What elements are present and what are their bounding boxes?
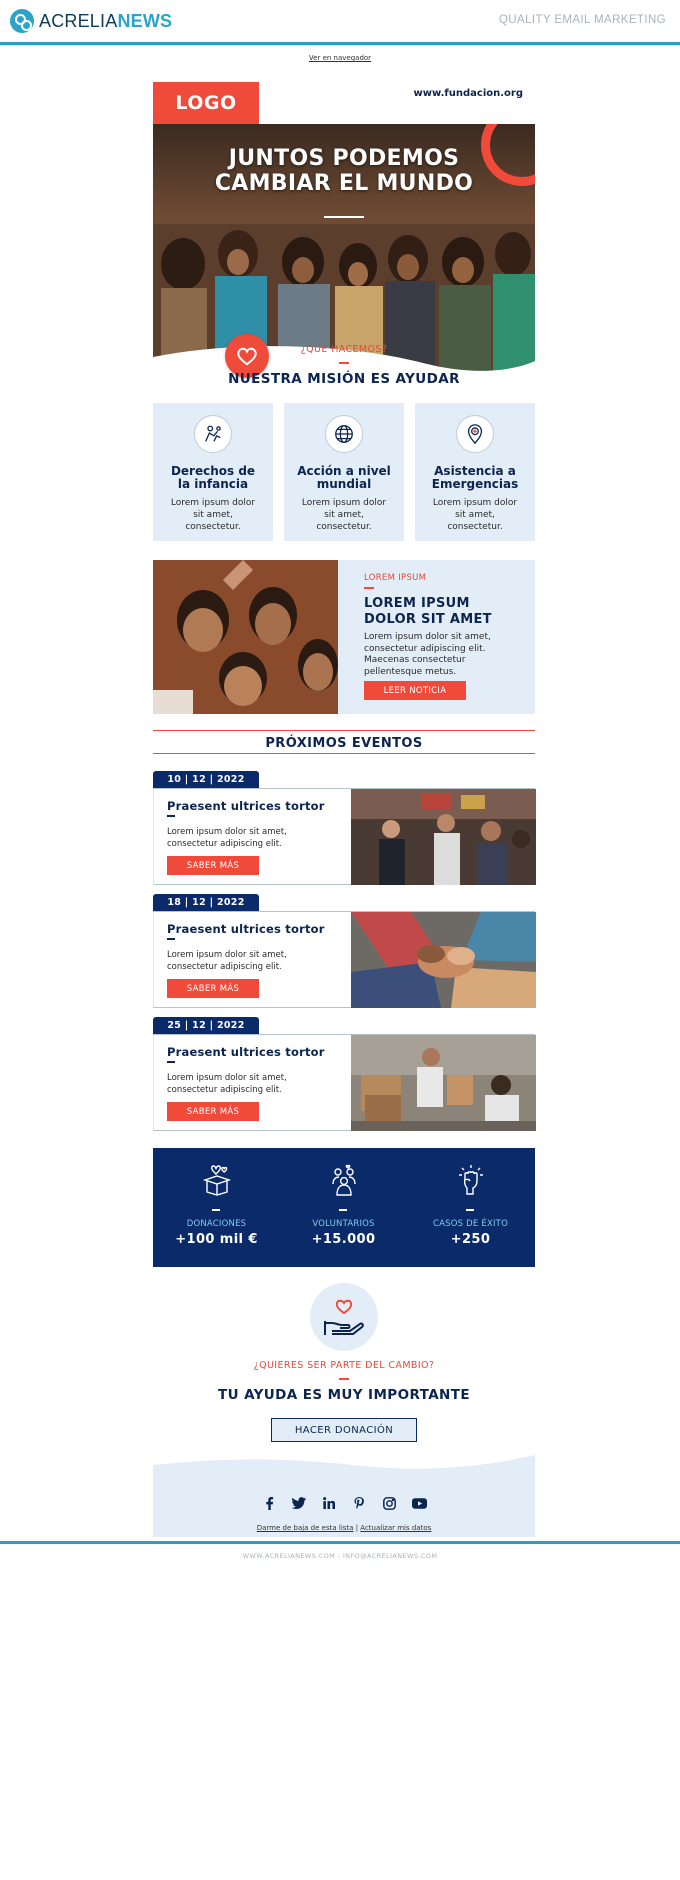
event-card	[153, 911, 535, 1008]
events-title: PRÓXIMOS EVENTOS	[265, 736, 423, 751]
location-cross-icon	[456, 415, 494, 453]
mission-card-title	[419, 465, 531, 491]
mission-card-title-line1: Acción a nivel	[297, 464, 391, 478]
read-news-button[interactable]: LEER NOTICIA	[364, 681, 466, 700]
stat-value: +250	[450, 1232, 491, 1247]
mission-card-text-line1: Lorem ipsum dolor	[170, 498, 256, 508]
event-date-badge: 25 | 12 | 2022	[153, 1017, 259, 1034]
acrelia-brand[interactable]	[10, 9, 172, 33]
stat-dash	[466, 1209, 474, 1211]
mission-card-text	[292, 497, 396, 533]
donate-button[interactable]: HACER DONACIÓN	[271, 1418, 417, 1442]
mission-card-text-line3: consectetur.	[447, 522, 503, 532]
acrelia-footer-text: WWW.ACRELIANEWS.COM - INFO@ACRELIANEWS.COM	[242, 1552, 438, 1560]
cta-kicker: ¿QUIERES SER PARTE DEL CAMBIO?	[253, 1360, 435, 1371]
event-text-line2: consectetur adipiscing elit.	[167, 838, 282, 849]
hero-title-line1: JUNTOS PODEMOS	[228, 146, 460, 171]
event-text-line2: consectetur adipiscing elit.	[167, 961, 282, 972]
child-care-icon	[194, 415, 232, 453]
brand-prefix: ACRELIA	[39, 10, 118, 31]
stat-value: +100 mil €	[175, 1232, 258, 1247]
event-card	[153, 788, 535, 885]
mission-card-title-line2: mundial	[316, 477, 372, 491]
mission-card-text	[161, 497, 265, 533]
mission-card-title-line1: Asistencia a	[434, 464, 516, 478]
event-title: Praesent ultrices tortor	[167, 1045, 325, 1059]
event-text	[167, 827, 307, 850]
feature-text	[364, 632, 526, 678]
hero-title	[153, 146, 535, 196]
mission-card-text-line2: sit amet,	[193, 510, 233, 520]
event-dash	[167, 815, 175, 817]
mission-card-text-line1: Lorem ipsum dolor	[301, 498, 387, 508]
learn-more-button[interactable]: SABER MÁS	[167, 979, 259, 998]
instagram-icon[interactable]	[381, 1495, 397, 1511]
acrelia-header	[0, 0, 680, 42]
mission-card-title-line1: Derechos de	[170, 464, 256, 478]
view-in-browser-link[interactable]: Ver en navegador	[308, 54, 372, 62]
stat-label: DONACIONES	[186, 1219, 247, 1229]
feature-title-line2: DOLOR SIT AMET	[364, 612, 492, 627]
stat-dash	[212, 1209, 220, 1211]
mission-card-title	[288, 465, 400, 491]
mission-card-text	[423, 497, 527, 533]
mission-card-text-line2: sit amet,	[455, 510, 495, 520]
volunteers-icon	[328, 1164, 360, 1196]
email-footer	[153, 1453, 535, 1537]
events-top-rule	[153, 730, 535, 731]
brand-name	[39, 11, 172, 32]
footer-links	[153, 1524, 535, 1532]
mission-kicker: ¿QUÉ HACEMOS?	[300, 344, 388, 355]
feature-dash	[364, 587, 374, 589]
mission-card-emergencias	[415, 403, 535, 541]
event-text-line2: consectetur adipiscing elit.	[167, 1084, 282, 1095]
mission-card-infancia	[153, 403, 273, 541]
mission-title: NUESTRA MISIÓN ES AYUDAR	[228, 371, 460, 387]
learn-more-button[interactable]: SABER MÁS	[167, 1102, 259, 1121]
feature-text-line1: Lorem ipsum dolor sit amet,	[364, 632, 491, 642]
mission-card-title-line2: Emergencias	[431, 477, 519, 491]
feature-block	[153, 560, 535, 714]
acrelia-logo-icon	[10, 9, 34, 33]
mission-card-text-line2: sit amet,	[324, 510, 364, 520]
stats-banner	[153, 1148, 535, 1267]
footer-divider	[0, 1541, 680, 1544]
event-text	[167, 1073, 307, 1096]
mission-card-title-line2: la infancia	[177, 477, 249, 491]
hero-title-line2: CAMBIAR EL MUNDO	[214, 171, 474, 196]
stat-success	[407, 1148, 534, 1267]
feature-kicker: LOREM IPSUM	[364, 573, 427, 583]
cta-title: TU AYUDA ES MUY IMPORTANTE	[218, 1387, 470, 1403]
update-data-link[interactable]: Actualizar mis datos	[360, 1524, 432, 1532]
event-volunteers-photo	[351, 1035, 536, 1131]
events-bottom-rule	[153, 753, 535, 754]
event-title: Praesent ultrices tortor	[167, 799, 325, 813]
feature-children-photo	[153, 560, 338, 714]
event-date-badge: 18 | 12 | 2022	[153, 894, 259, 911]
event-dash	[167, 1061, 175, 1063]
org-logo[interactable]: LOGO	[153, 82, 259, 124]
footer-wave	[153, 1453, 535, 1475]
brand-tagline: QUALITY EMAIL MARKETING	[498, 14, 666, 26]
mission-card-text-line3: consectetur.	[316, 522, 372, 532]
feature-text-line3: Maecenas consectetur	[364, 655, 466, 665]
event-text-line1: Lorem ipsum dolor sit amet,	[167, 827, 287, 837]
feature-title-line1: LOREM IPSUM	[364, 596, 470, 611]
event-title: Praesent ultrices tortor	[167, 922, 325, 936]
event-card	[153, 1034, 535, 1131]
mission-card-accion	[284, 403, 404, 541]
globe-icon	[325, 415, 363, 453]
linkedin-icon[interactable]	[321, 1495, 337, 1511]
facebook-icon[interactable]	[261, 1495, 277, 1511]
header-divider-shadow	[0, 45, 680, 46]
mission-card-title	[157, 465, 269, 491]
event-dash	[167, 938, 175, 940]
event-text-line1: Lorem ipsum dolor sit amet,	[167, 950, 287, 960]
giving-hand-icon	[310, 1283, 378, 1351]
event-meeting-photo	[351, 789, 536, 885]
stat-value: +15.000	[311, 1232, 376, 1247]
stat-donations	[153, 1148, 280, 1267]
feature-title	[364, 596, 524, 628]
event-text	[167, 950, 307, 973]
stat-volunteers	[280, 1148, 407, 1267]
site-url-link[interactable]: www.fundacion.org	[413, 88, 523, 99]
social-links	[261, 1495, 427, 1511]
footer-separator: |	[355, 1524, 359, 1532]
event-text-line1: Lorem ipsum dolor sit amet,	[167, 1073, 287, 1083]
mission-card-text-line3: consectetur.	[185, 522, 241, 532]
event-date-badge: 10 | 12 | 2022	[153, 771, 259, 788]
pinterest-icon[interactable]	[351, 1495, 367, 1511]
event-hands-photo	[351, 912, 536, 1008]
youtube-icon[interactable]	[411, 1495, 427, 1511]
twitter-icon[interactable]	[291, 1495, 307, 1511]
feature-text-line2: consectetur adipiscing elit.	[364, 643, 486, 654]
stat-label: CASOS DE ÉXITO	[433, 1219, 508, 1229]
donation-box-icon	[201, 1164, 233, 1196]
feature-text-line4: pellentesque metus.	[364, 666, 457, 677]
stat-label: VOLUNTARIOS	[312, 1219, 375, 1229]
learn-more-button[interactable]: SABER MÁS	[167, 856, 259, 875]
hero-divider	[324, 216, 364, 218]
cta-dash	[339, 1378, 349, 1380]
brand-suffix: NEWS	[117, 10, 173, 31]
mission-card-text-line1: Lorem ipsum dolor	[432, 498, 518, 508]
unsubscribe-link[interactable]: Darme de baja de esta lista	[256, 1524, 354, 1532]
stat-dash	[339, 1209, 347, 1211]
mission-dash	[339, 362, 349, 364]
raised-fist-icon	[455, 1164, 487, 1196]
